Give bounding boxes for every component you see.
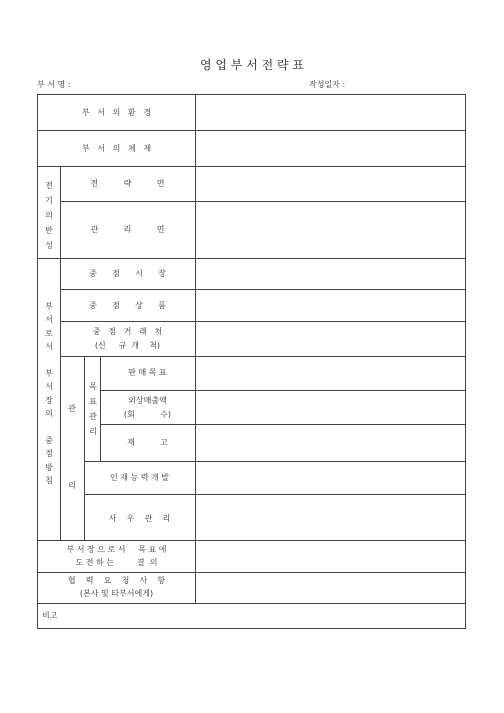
column-divider [195, 95, 196, 603]
dept-environment-label: 부 서 의 환 경 [81, 108, 152, 117]
row-divider [60, 201, 465, 202]
row-divider [60, 289, 465, 290]
cooperation-target-label: (본사 및 타부서에게) [79, 589, 154, 598]
strategy-form [37, 94, 466, 629]
row-divider [60, 356, 465, 357]
sales-target-label: 판 매 목 표 [128, 368, 167, 377]
management-group-label: 관 리 [68, 404, 76, 490]
row-divider [38, 572, 465, 573]
dept-name-label: 부 서 명 : [37, 80, 71, 89]
strategy-aspect-label: 전 략 면 [90, 179, 165, 188]
row-divider [38, 540, 465, 541]
row-divider [100, 424, 465, 425]
row-divider [38, 130, 465, 131]
page-title: 영 업 부 서 전 략 표 [199, 58, 305, 72]
inventory-label: 재 고 [127, 438, 168, 447]
row-divider [84, 461, 465, 462]
focus-product-label: 중 점 상 품 [89, 301, 166, 310]
talent-development-label: 인 재 능 력 개 발 [109, 473, 170, 482]
manager-resolution-label: 도 전 하 는 결 의 [75, 558, 158, 567]
receivables-label: 외상매출액 [128, 396, 167, 405]
row-divider [38, 258, 465, 259]
dept-system-label: 부 서 의 체 제 [81, 144, 152, 153]
remarks-label: 비고 [42, 611, 58, 620]
focus-client-label: 중 점 거 래 처 [92, 327, 163, 336]
focus-market-label: 중 점 시 장 [89, 269, 166, 278]
collection-label: (회 수) [123, 410, 172, 419]
new-development-label: (신 규 개 척) [94, 341, 161, 350]
dept-focus-policy-label: 부 서 로 서 부 서 장 의 중 점 방 침 [45, 302, 53, 486]
date-label: 작성일자 : [309, 80, 346, 89]
cooperation-request-label: 협 력 요 청 사 항 [67, 576, 166, 585]
previous-term-reflection-label: 전 기 의 반 성 [45, 181, 53, 250]
manager-goal-label: 부 서 장 으 로 서 목 표 에 [66, 545, 167, 554]
row-divider [100, 390, 465, 391]
row-divider [38, 166, 465, 167]
row-divider [60, 321, 465, 322]
row-divider [84, 494, 465, 495]
row-divider [38, 603, 465, 604]
staff-management-label: 사 우 관 리 [108, 514, 171, 523]
target-management-label: 목 표 관 리 [89, 382, 97, 436]
management-aspect-label: 관 리 면 [90, 225, 165, 234]
